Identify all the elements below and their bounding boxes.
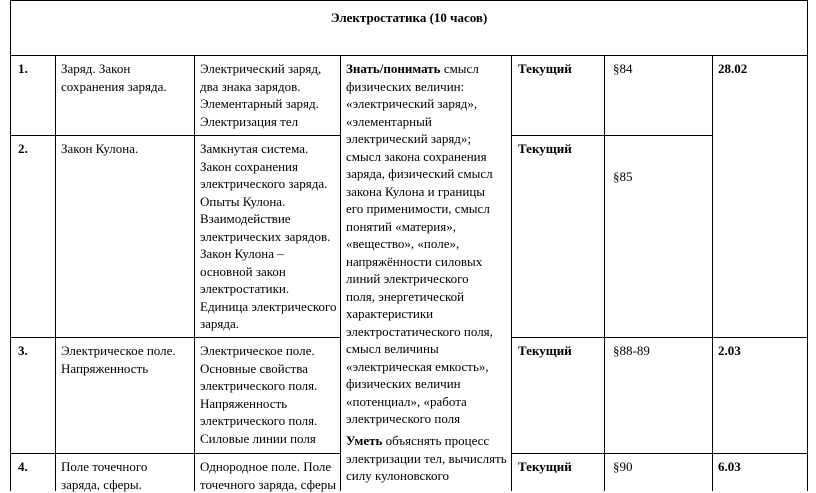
row-1-content: Электрический заряд, два знака зарядов. Элементарный заряд. Электризация тел	[200, 61, 322, 129]
col-divider-requirements	[511, 55, 512, 491]
table-border-top	[10, 0, 808, 1]
row-4-paragraph: §90	[613, 459, 633, 474]
row-3-topic: Электрическое поле. Напряженность	[61, 343, 176, 376]
row-2-content: Замкнутая система. Закон сохранения электрического заряда. Опыты Кулона. Взаимодействие электрических зарядов. Закон Кулона – основной закон электростатики. Единица электрического заряда.	[200, 141, 337, 331]
row-divider-2-right	[512, 337, 808, 338]
row-3-paragraph: §88-89	[613, 343, 650, 358]
row-divider-3-right	[512, 453, 808, 454]
row-1-topic: Заряд. Закон сохранения заряда.	[61, 61, 167, 94]
row-4-date: 6.03	[718, 459, 741, 474]
col-divider-topic	[194, 55, 195, 491]
table-border-left	[10, 0, 11, 491]
row-divider-3	[10, 453, 341, 454]
row-2-number: 2.	[18, 141, 28, 156]
row-1-date: 28.02	[718, 61, 748, 76]
col-divider-control	[604, 55, 605, 491]
can-label: Уметь	[346, 433, 383, 448]
row-3-control: Текущий	[518, 343, 572, 358]
row-3-date: 2.03	[718, 343, 741, 358]
table-border-right	[807, 0, 808, 491]
row-4-topic: Поле точечного заряда, сферы.	[61, 459, 148, 492]
row-divider-1-right	[512, 135, 712, 136]
row-1-control: Текущий	[518, 61, 572, 76]
row-2-topic: Закон Кулона.	[61, 141, 139, 156]
can-text: объяснять процесс электризации тел, вычислять силу кулоновского	[346, 433, 507, 483]
know-text: смысл физических величин: «электрический заряд», «элементарный электрический заряд»; смысл закона сохранения заряда, физический смысл закона Кулона и границы его применимости, смысл понятий «материя», «вещество», «поле», напряжённости силовых линий электрического поля, энергетической характеристики электростатического поля, смысл величины «электрическая емкость», физических величин «потенциал», «работа электрического поля	[346, 61, 493, 426]
col-divider-num	[55, 55, 56, 491]
row-4-control: Текущий	[518, 459, 572, 474]
row-2-paragraph: §85	[613, 169, 633, 184]
requirements-can	[346, 432, 507, 485]
requirements-know	[346, 60, 493, 428]
row-3-number: 3.	[18, 343, 28, 358]
row-2-control: Текущий	[518, 141, 572, 156]
col-divider-paragraph	[712, 55, 713, 491]
row-4-content: Однородное поле. Поле точечного заряда, сферы	[200, 459, 337, 492]
row-3-content: Электрическое поле. Основные свойства электрического поля. Напряженность электрического поля. Силовые линии поля	[200, 343, 318, 446]
row-divider-1	[10, 135, 341, 136]
row-divider-2	[10, 337, 341, 338]
row-divider-header	[10, 55, 808, 56]
row-1-paragraph: §84	[613, 61, 633, 76]
section-title: Электростатика (10 часов)	[330, 10, 488, 25]
row-4-number: 4.	[18, 459, 28, 474]
know-label: Знать/понимать	[346, 61, 441, 76]
col-divider-content	[340, 55, 341, 491]
row-1-number: 1.	[18, 61, 28, 76]
